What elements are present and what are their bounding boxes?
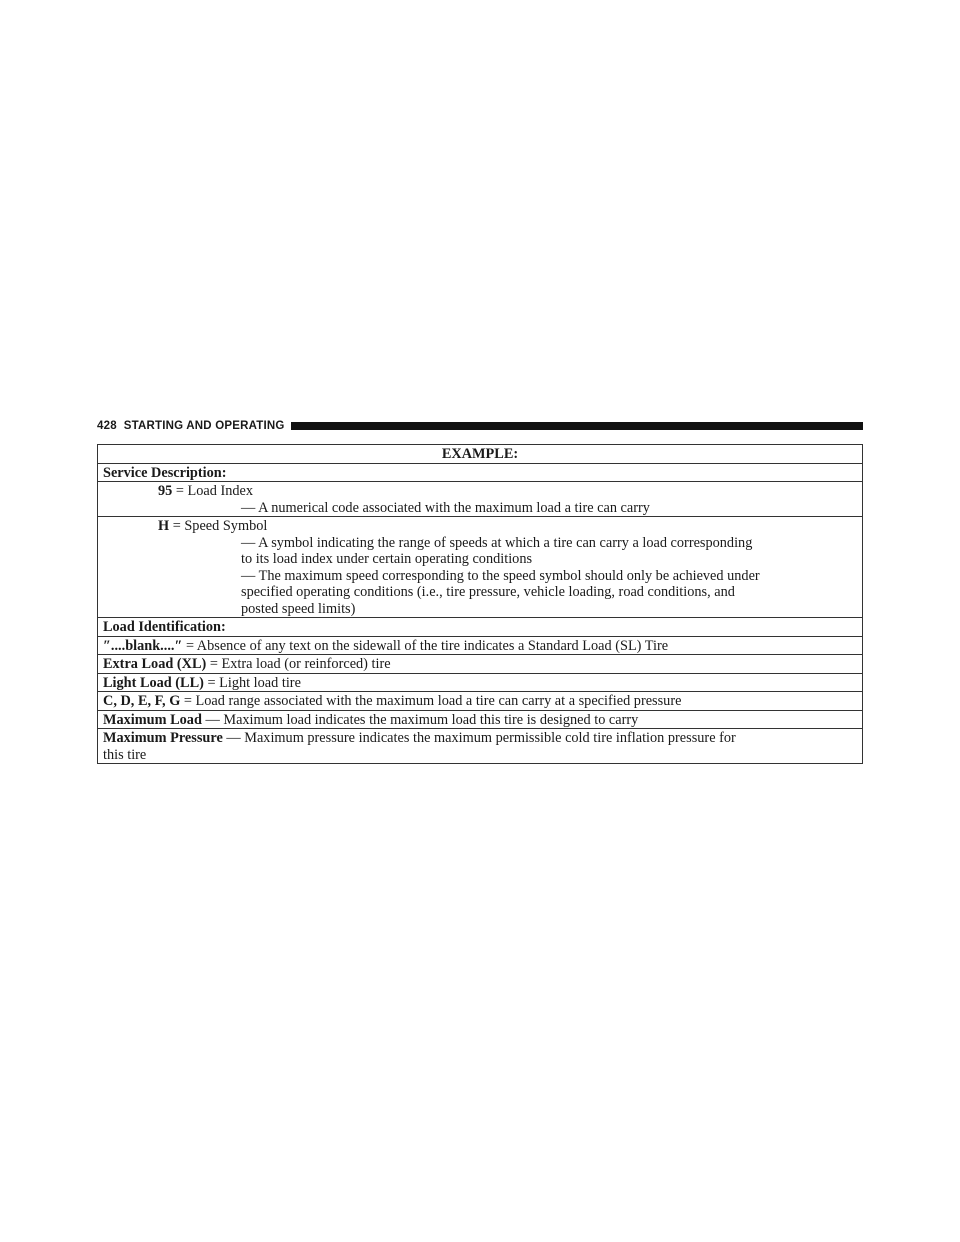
- table-row: [98, 517, 863, 618]
- maximum-pressure-text-2: this tire: [103, 746, 147, 763]
- speed-symbol-desc-2c: posted speed limits): [241, 600, 356, 617]
- maximum-pressure-cell: [98, 729, 863, 764]
- table-row: [98, 692, 863, 711]
- table-row: [98, 618, 863, 637]
- maximum-pressure-label: Maximum Pressure: [103, 730, 223, 746]
- speed-symbol-desc-1b: to its load index under certain operating conditions: [241, 551, 533, 567]
- extra-load-text: = Extra load (or reinforced) tire: [209, 656, 391, 672]
- table-row: [98, 729, 863, 764]
- extra-load-code: Extra Load (XL): [103, 656, 207, 672]
- speed-symbol-text: = Speed Symbol: [172, 518, 268, 534]
- example-heading: EXAMPLE:: [98, 445, 863, 464]
- speed-symbol-desc-1a: — A symbol indicating the range of speeds at which a tire can carry a load corresponding: [241, 534, 753, 551]
- speed-symbol-desc-2a: — The maximum speed corresponding to the speed symbol should only be achieved under: [241, 567, 760, 584]
- table-row: [98, 673, 863, 692]
- maximum-load-text: — Maximum load indicates the maximum load this tire is designed to carry: [205, 711, 639, 728]
- service-description-label: Service Description:: [98, 463, 863, 482]
- table-row: [98, 655, 863, 674]
- blank-load-cell: [98, 636, 863, 655]
- load-range-text: = Load range associated with the maximum load a tire can carry at a specified pressure: [183, 693, 682, 709]
- load-index-code: 95: [158, 483, 173, 499]
- table-row: [98, 463, 863, 482]
- maximum-pressure-text: — Maximum pressure indicates the maximum permissible cold tire inflation pressure for: [226, 730, 736, 746]
- section-title: STARTING AND OPERATING: [123, 420, 285, 432]
- table-row: [98, 482, 863, 517]
- light-load-text: = Light load tire: [207, 674, 301, 691]
- speed-symbol-code: H: [158, 518, 170, 534]
- load-identification-label: Load Identification:: [98, 618, 863, 637]
- page-number: 428: [97, 420, 117, 432]
- speed-symbol-cell: [98, 517, 863, 618]
- extra-load-cell: [98, 655, 863, 674]
- load-index-cell: [98, 482, 863, 517]
- load-index-text: = Load Index: [175, 483, 254, 499]
- tire-spec-table: [97, 444, 863, 764]
- blank-load-text: = Absence of any text on the sidewall of the tire indicates a Standard Load (SL) Tire: [185, 637, 669, 654]
- table-row: [98, 445, 863, 464]
- light-load-code: Light Load (LL): [103, 674, 204, 691]
- maximum-load-label: Maximum Load: [103, 711, 202, 728]
- speed-symbol-desc-2b: specified operating conditions (i.e., tire pressure, vehicle loading, road conditions, and: [241, 584, 735, 600]
- load-range-code: C, D, E, F, G: [103, 693, 181, 709]
- header-rule: [291, 422, 863, 430]
- table-row: [98, 710, 863, 729]
- table-row: [98, 636, 863, 655]
- load-index-desc: — A numerical code associated with the maximum load a tire can carry: [241, 499, 650, 516]
- load-range-cell: [98, 692, 863, 711]
- maximum-load-cell: [98, 710, 863, 729]
- page-header: [97, 418, 863, 434]
- blank-load-code: ″....blank....″: [103, 637, 183, 654]
- light-load-cell: [98, 673, 863, 692]
